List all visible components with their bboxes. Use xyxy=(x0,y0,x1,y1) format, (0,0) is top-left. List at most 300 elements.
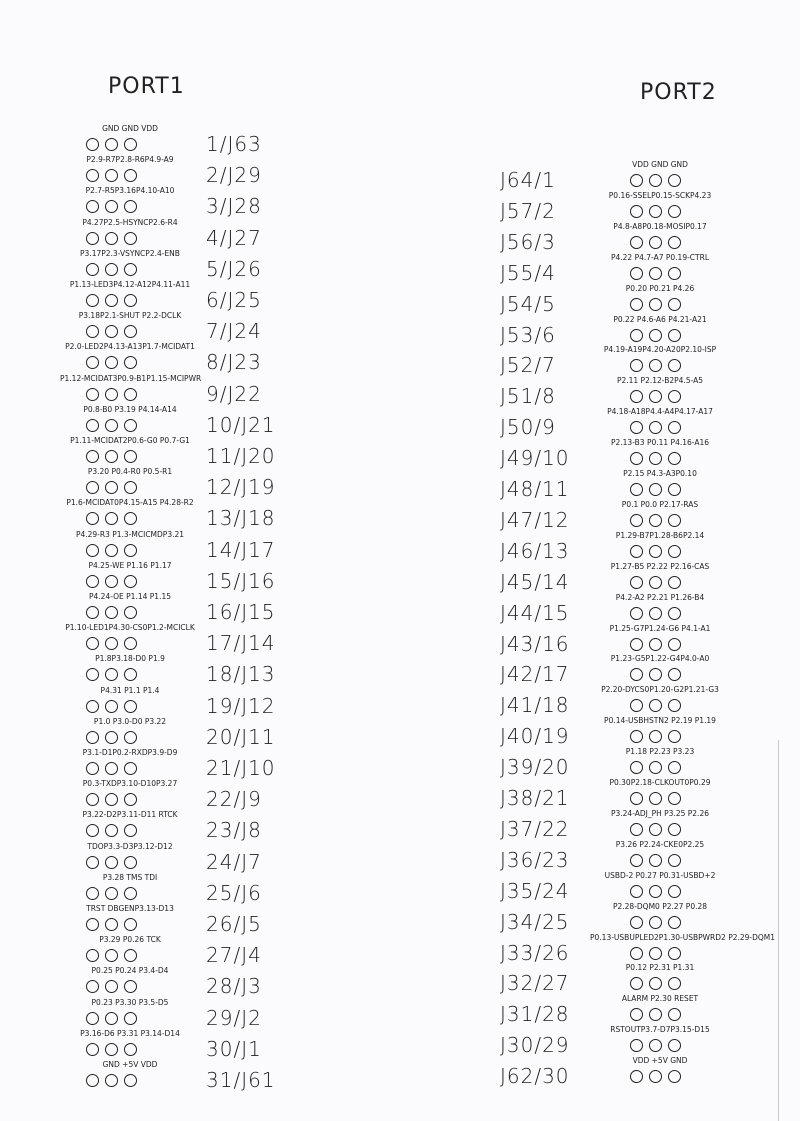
connector-label: J56/3 xyxy=(500,229,556,254)
connector-label: J64/1 xyxy=(500,168,556,192)
pin-labels: P2.7-R5P3.16P4.10-A10 xyxy=(85,186,175,196)
connector-label: J53/6 xyxy=(500,322,556,347)
pin-hole xyxy=(630,514,643,527)
pin-hole xyxy=(86,918,99,931)
pin-hole xyxy=(105,668,118,681)
pin-hole xyxy=(649,885,662,898)
header-pin-holes xyxy=(86,793,137,806)
port1-title: PORT1 xyxy=(108,74,185,99)
pin-labels: VDD +5V GND xyxy=(632,1056,688,1066)
pin-labels: P0.23 P3.30 P3.5-D5 xyxy=(91,997,169,1007)
pin-hole xyxy=(86,1043,99,1056)
pin-hole xyxy=(649,699,662,712)
header-pin-holes xyxy=(630,977,681,990)
pin-labels: P4.2-A2 P2.21 P1.26-B4 xyxy=(615,592,705,602)
pin-hole xyxy=(668,947,681,960)
pin-hole xyxy=(649,668,662,681)
pin-hole xyxy=(86,762,99,775)
connector-label: J50/9 xyxy=(500,415,556,440)
pin-labels: P2.13-B3 P0.11 P4.16-A16 xyxy=(610,438,709,448)
pin-labels: USBD-2 P0.27 P0.31-USBD+2 xyxy=(604,870,716,880)
connector-label: 7/J24 xyxy=(206,319,262,344)
pin-hole xyxy=(649,390,662,403)
pin-labels: P2.20-DYCS0P1.20-G2P1.21-G3 xyxy=(601,685,719,695)
pin-hole xyxy=(124,419,137,432)
pin-hole xyxy=(668,854,681,867)
pin-hole xyxy=(668,483,681,496)
pin-hole xyxy=(630,699,643,712)
pin-hole xyxy=(668,823,681,836)
header-pin-holes xyxy=(86,1012,137,1025)
pin-labels: TRST DBGENP3.13-D13 xyxy=(86,904,174,913)
header-pin-holes xyxy=(86,294,137,307)
pin-hole xyxy=(124,1043,137,1056)
header-pin-holes xyxy=(86,949,137,962)
pin-hole xyxy=(86,356,99,369)
pin-hole xyxy=(86,325,99,338)
pin-hole xyxy=(105,731,118,744)
header-pin-holes xyxy=(86,918,137,931)
header-pin-holes xyxy=(630,205,681,218)
connector-label: J52/7 xyxy=(500,353,556,378)
connector-label: 15/J16 xyxy=(206,568,276,593)
pin-hole xyxy=(668,545,681,558)
pin-hole xyxy=(630,174,643,187)
connector-label: 27/J4 xyxy=(206,943,262,968)
connector-label: J38/21 xyxy=(500,786,570,810)
header-pin-holes xyxy=(630,545,681,558)
header-pin-holes xyxy=(630,298,681,311)
pin-labels: P1.23-G5P1.22-G4P4.0-A0 xyxy=(610,654,710,664)
pin-hole xyxy=(124,824,137,837)
pin-hole xyxy=(105,824,118,837)
connector-label: J42/17 xyxy=(500,662,570,687)
pin-hole xyxy=(105,762,118,775)
pin-hole xyxy=(124,544,137,557)
header-pin-holes xyxy=(630,607,681,620)
pin-hole xyxy=(105,325,118,338)
pin-hole xyxy=(86,793,99,806)
header-pin-holes xyxy=(630,329,681,342)
pin-labels: P0.25 P0.24 P3.4-D4 xyxy=(91,966,169,976)
pin-hole xyxy=(630,668,643,681)
pin-hole xyxy=(649,421,662,434)
pin-labels: P4.31 P1.1 P1.4 xyxy=(100,685,160,695)
pin-hole xyxy=(86,1012,99,1025)
pin-hole xyxy=(630,298,643,311)
pin-hole xyxy=(630,452,643,465)
pin-labels: P0.1 P0.0 P2.17-RAS xyxy=(621,499,699,509)
header-pin-holes xyxy=(86,512,137,525)
pin-hole xyxy=(105,232,118,245)
pin-hole xyxy=(668,699,681,712)
pin-hole xyxy=(649,483,662,496)
header-pin-holes xyxy=(86,200,137,213)
connector-label: 21/J10 xyxy=(206,756,276,780)
pin-hole xyxy=(105,856,118,869)
header-pin-holes xyxy=(630,483,681,496)
pin-hole xyxy=(105,356,118,369)
connector-label: J47/12 xyxy=(500,507,570,532)
connector-label: J57/2 xyxy=(500,198,556,223)
pin-labels: P3.20 P0.4-R0 P0.5-R1 xyxy=(87,467,173,477)
header-pin-holes xyxy=(630,854,681,867)
connector-label: 9/J22 xyxy=(206,381,262,406)
pin-labels: P4.19-A19P4.20-A20P2.10-ISP xyxy=(603,345,717,355)
pin-hole xyxy=(649,236,662,249)
pin-hole xyxy=(630,205,643,218)
pin-hole xyxy=(105,606,118,619)
pin-hole xyxy=(668,885,681,898)
pin-hole xyxy=(86,263,99,276)
pin-hole xyxy=(105,512,118,525)
pin-labels: P0.16-SSELP0.15-SCKP4.23 xyxy=(608,190,712,200)
header-pin-holes xyxy=(86,762,137,775)
pin-hole xyxy=(630,545,643,558)
pin-labels: P0.30P2.18-CLKOUT0P0.29 xyxy=(609,778,711,787)
pin-labels: P4.24-OE P1.14 P1.15 xyxy=(89,592,171,601)
pin-hole xyxy=(124,700,137,713)
pin-hole xyxy=(668,359,681,372)
connector-label: J31/28 xyxy=(500,1002,570,1027)
header-pin-holes xyxy=(86,887,137,900)
connector-label: 22/J9 xyxy=(206,787,262,812)
pin-hole xyxy=(630,359,643,372)
pin-hole xyxy=(105,544,118,557)
connector-label: 16/J15 xyxy=(206,600,276,624)
pin-hole xyxy=(630,483,643,496)
connector-label: J39/20 xyxy=(500,755,570,780)
pin-labels: P0.13-USBUPLED2P1.30-USBPWRD2 P2.29-DQM1 xyxy=(590,932,776,942)
connector-label: J44/15 xyxy=(500,600,570,625)
header-pin-holes xyxy=(630,730,681,743)
pin-hole xyxy=(668,792,681,805)
pin-hole xyxy=(649,514,662,527)
pin-hole xyxy=(105,980,118,993)
pin-hole xyxy=(86,450,99,463)
connector-label: J37/22 xyxy=(500,816,570,841)
pin-labels: P1.11-MCIDAT2P0.6-G0 P0.7-G1 xyxy=(70,436,190,445)
connector-label: J54/5 xyxy=(500,291,556,316)
pin-labels: P3.24-ADJ_PH P3.25 P2.26 xyxy=(610,808,709,818)
connector-label: J51/8 xyxy=(500,384,556,409)
pin-hole xyxy=(630,792,643,805)
header-pin-holes xyxy=(86,637,137,650)
connector-label: 30/J1 xyxy=(206,1036,262,1061)
pin-hole xyxy=(630,329,643,342)
pin-hole xyxy=(124,1012,137,1025)
connector-label: J62/30 xyxy=(500,1064,570,1089)
connector-label: J41/18 xyxy=(500,693,570,718)
pin-hole xyxy=(105,294,118,307)
pin-labels: P1.29-B7P1.28-B6P2.14 xyxy=(615,530,705,540)
header-pin-holes xyxy=(86,668,137,681)
pin-hole xyxy=(105,637,118,650)
header-pin-holes xyxy=(630,421,681,434)
connector-label: 8/J23 xyxy=(206,350,262,375)
connector-label: 5/J26 xyxy=(206,256,262,281)
header-pin-holes xyxy=(630,1039,681,1052)
header-pin-holes xyxy=(630,452,681,465)
connector-label: J32/27 xyxy=(500,971,570,996)
connector-label: 4/J27 xyxy=(206,225,262,250)
pin-labels: P0.14-USBHSTN2 P2.19 P1.19 xyxy=(604,716,716,726)
pin-hole xyxy=(668,607,681,620)
pin-hole xyxy=(124,575,137,588)
header-pin-holes xyxy=(86,700,137,713)
pin-hole xyxy=(668,174,681,187)
header-pin-holes xyxy=(630,236,681,249)
connector-label: J36/23 xyxy=(500,847,570,872)
connector-label: 25/J6 xyxy=(206,880,262,905)
connector-label: 29/J2 xyxy=(206,1005,262,1030)
pin-hole xyxy=(630,1070,643,1083)
header-pin-holes xyxy=(630,947,681,960)
pin-labels: P0.20 P0.21 P4.26 xyxy=(625,283,695,293)
header-pin-holes xyxy=(86,138,137,151)
pin-hole xyxy=(630,638,643,651)
pin-hole xyxy=(124,388,137,401)
pin-hole xyxy=(649,916,662,929)
pin-labels: P3.17P2.3-VSYNCP2.4-ENB xyxy=(80,248,180,258)
pin-hole xyxy=(649,576,662,589)
pin-labels: P2.0-LED2P4.13-A13P1.7-MCIDAT1 xyxy=(65,342,195,352)
pin-hole xyxy=(86,949,99,962)
pin-labels: P4.22 P4.7-A7 P0.19-CTRL xyxy=(610,252,710,262)
header-pin-holes xyxy=(630,638,681,651)
pin-hole xyxy=(105,481,118,494)
pin-hole xyxy=(649,298,662,311)
header-pin-holes xyxy=(86,1043,137,1056)
pin-labels: VDD GND GND xyxy=(632,160,688,169)
header-pin-holes xyxy=(86,856,137,869)
pin-hole xyxy=(86,419,99,432)
pin-hole xyxy=(649,761,662,774)
pin-labels: GND GND VDD xyxy=(102,124,158,133)
pin-labels: P4.27P2.5-HSYNCP2.6-R4 xyxy=(82,217,178,227)
pin-hole xyxy=(630,916,643,929)
pin-labels: TDOP3.3-D3P3.12-D12 xyxy=(87,841,173,851)
pin-hole xyxy=(86,294,99,307)
header-pin-holes xyxy=(86,263,137,276)
pin-hole xyxy=(86,824,99,837)
pin-hole xyxy=(649,359,662,372)
pin-hole xyxy=(124,200,137,213)
pin-hole xyxy=(86,700,99,713)
pin-hole xyxy=(105,263,118,276)
header-pin-holes xyxy=(86,1074,137,1087)
pin-hole xyxy=(630,823,643,836)
pin-labels: P4.25-WE P1.16 P1.17 xyxy=(88,560,172,570)
pin-hole xyxy=(649,267,662,280)
pin-labels: P1.0 P3.0-D0 P3.22 xyxy=(93,716,167,726)
header-pin-holes xyxy=(630,576,681,589)
header-pin-holes xyxy=(86,544,137,557)
connector-label: J46/13 xyxy=(500,538,570,563)
pin-labels: P1.12-MCIDAT3P0.9-B1P1.15-MCIPWR xyxy=(60,373,202,383)
connector-label: 31/J61 xyxy=(206,1068,276,1092)
header-pin-holes xyxy=(630,514,681,527)
pin-hole xyxy=(649,545,662,558)
pin-hole xyxy=(649,329,662,342)
pin-hole xyxy=(124,294,137,307)
pin-hole xyxy=(649,947,662,960)
pin-labels: P1.6-MCIDAT0P4.15-A15 P4.28-R2 xyxy=(66,498,194,508)
pin-hole xyxy=(105,949,118,962)
pin-labels: P3.16-D6 P3.31 P3.14-D14 xyxy=(80,1028,180,1038)
connector-label: 2/J29 xyxy=(206,163,262,188)
pin-hole xyxy=(668,452,681,465)
pin-hole xyxy=(86,512,99,525)
connector-label: 24/J7 xyxy=(206,849,262,874)
pin-hole xyxy=(86,637,99,650)
connector-label: 11/J20 xyxy=(206,444,276,468)
connector-label: 14/J17 xyxy=(206,537,276,562)
connector-label: 17/J14 xyxy=(206,631,276,656)
header-pin-holes xyxy=(86,356,137,369)
pin-hole xyxy=(124,169,137,182)
header-pin-holes xyxy=(630,1008,681,1021)
pin-hole xyxy=(630,390,643,403)
pin-hole xyxy=(105,700,118,713)
pin-hole xyxy=(649,792,662,805)
connector-label: 28/J3 xyxy=(206,974,262,999)
pin-labels: P1.27-B5 P2.22 P2.16-CAS xyxy=(610,561,710,571)
connector-label: J40/19 xyxy=(500,724,570,749)
pin-hole xyxy=(668,730,681,743)
pin-hole xyxy=(649,1070,662,1083)
pin-labels: P4.29-R3 P1.3-MCICMDP3.21 xyxy=(75,529,185,539)
connector-label: 1/J63 xyxy=(206,132,262,156)
pin-hole xyxy=(668,421,681,434)
pin-hole xyxy=(124,1074,137,1087)
pin-labels: P2.28-DQM0 P2.27 P0.28 xyxy=(612,901,708,911)
connector-label: 10/J21 xyxy=(206,412,276,437)
pin-hole xyxy=(86,887,99,900)
pin-labels: P0.22 P4.6-A6 P4.21-A21 xyxy=(613,314,707,324)
pin-hole xyxy=(649,730,662,743)
header-pin-holes xyxy=(630,359,681,372)
pin-hole xyxy=(668,761,681,774)
pin-hole xyxy=(649,174,662,187)
pin-hole xyxy=(668,205,681,218)
pin-hole xyxy=(668,298,681,311)
pin-labels: P1.25-G7P1.24-G6 P4.1-A1 xyxy=(609,623,711,633)
header-pin-holes xyxy=(86,980,137,993)
pin-labels: P3.26 P2.24-CKE0P2.25 xyxy=(615,839,705,849)
header-pin-holes xyxy=(86,419,137,432)
header-pin-holes xyxy=(86,575,137,588)
pin-hole xyxy=(124,263,137,276)
pin-hole xyxy=(86,668,99,681)
connector-label: 12/J19 xyxy=(206,475,276,500)
connector-label: 18/J13 xyxy=(206,662,276,687)
pin-hole xyxy=(124,232,137,245)
pin-hole xyxy=(630,421,643,434)
header-pin-holes xyxy=(86,824,137,837)
pin-hole xyxy=(105,1043,118,1056)
connector-label: J49/10 xyxy=(500,446,570,471)
pin-labels: P1.13-LED3P4.12-A12P4.11-A11 xyxy=(69,280,191,289)
header-pin-holes xyxy=(630,1070,681,1083)
pin-hole xyxy=(649,205,662,218)
pin-hole xyxy=(668,1070,681,1083)
pin-hole xyxy=(86,200,99,213)
connector-label: J30/29 xyxy=(500,1033,570,1058)
pin-hole xyxy=(124,949,137,962)
pin-labels: RSTOUTP3.7-D7P3.15-D15 xyxy=(610,1025,710,1035)
pin-labels: P2.11 P2.12-B2P4.5-A5 xyxy=(616,376,704,386)
pin-hole xyxy=(124,980,137,993)
header-pin-holes xyxy=(86,481,137,494)
pin-hole xyxy=(86,169,99,182)
pin-hole xyxy=(124,887,137,900)
pin-labels: P0.12 P2.31 P1.31 xyxy=(625,963,695,973)
pin-hole xyxy=(124,512,137,525)
pin-hole xyxy=(668,267,681,280)
connector-label: 26/J5 xyxy=(206,912,262,936)
header-pin-holes xyxy=(86,731,137,744)
header-pin-holes xyxy=(630,823,681,836)
pin-hole xyxy=(630,1039,643,1052)
pin-hole xyxy=(630,730,643,743)
pin-hole xyxy=(668,638,681,651)
header-pin-holes xyxy=(86,169,137,182)
pin-hole xyxy=(124,356,137,369)
pin-hole xyxy=(124,637,137,650)
pin-hole xyxy=(124,731,137,744)
pin-hole xyxy=(668,236,681,249)
pin-labels: P3.18P2.1-SHUT P2.2-DCLK xyxy=(78,311,182,321)
pin-labels: P1.8P3.18-D0 P1.9 xyxy=(95,654,165,664)
pin-hole xyxy=(86,544,99,557)
pin-labels: P3.1-D1P0.2-RXDP3.9-D9 xyxy=(82,748,178,757)
pin-hole xyxy=(86,138,99,151)
pin-hole xyxy=(86,731,99,744)
pin-hole xyxy=(105,887,118,900)
pin-hole xyxy=(86,232,99,245)
pin-hole xyxy=(105,793,118,806)
pin-hole xyxy=(668,1008,681,1021)
pin-hole xyxy=(124,138,137,151)
page-edge-divider xyxy=(778,740,779,1121)
connector-label: 6/J25 xyxy=(206,288,262,312)
header-pin-holes xyxy=(630,699,681,712)
pin-hole xyxy=(124,668,137,681)
connector-label: J43/16 xyxy=(500,631,570,656)
header-pin-holes xyxy=(630,668,681,681)
pin-hole xyxy=(105,1074,118,1087)
connector-label: J33/26 xyxy=(500,940,570,965)
pin-hole xyxy=(630,607,643,620)
pin-hole xyxy=(124,762,137,775)
connector-label: J45/14 xyxy=(500,569,570,594)
pin-hole xyxy=(630,267,643,280)
pin-labels: P1.18 P2.23 P3.23 xyxy=(625,747,695,757)
pin-hole xyxy=(649,1039,662,1052)
pin-hole xyxy=(105,918,118,931)
pin-hole xyxy=(105,169,118,182)
pin-hole xyxy=(124,856,137,869)
pin-hole xyxy=(668,576,681,589)
connector-label: 13/J18 xyxy=(206,506,276,531)
pin-labels: P1.10-LED1P4.30-CS0P1.2-MCICLK xyxy=(65,623,195,633)
header-pin-holes xyxy=(86,606,137,619)
pin-hole xyxy=(668,977,681,990)
pin-labels: P3.22-D2P3.11-D11 RTCK xyxy=(82,810,178,820)
pin-hole xyxy=(649,452,662,465)
pin-hole xyxy=(630,947,643,960)
